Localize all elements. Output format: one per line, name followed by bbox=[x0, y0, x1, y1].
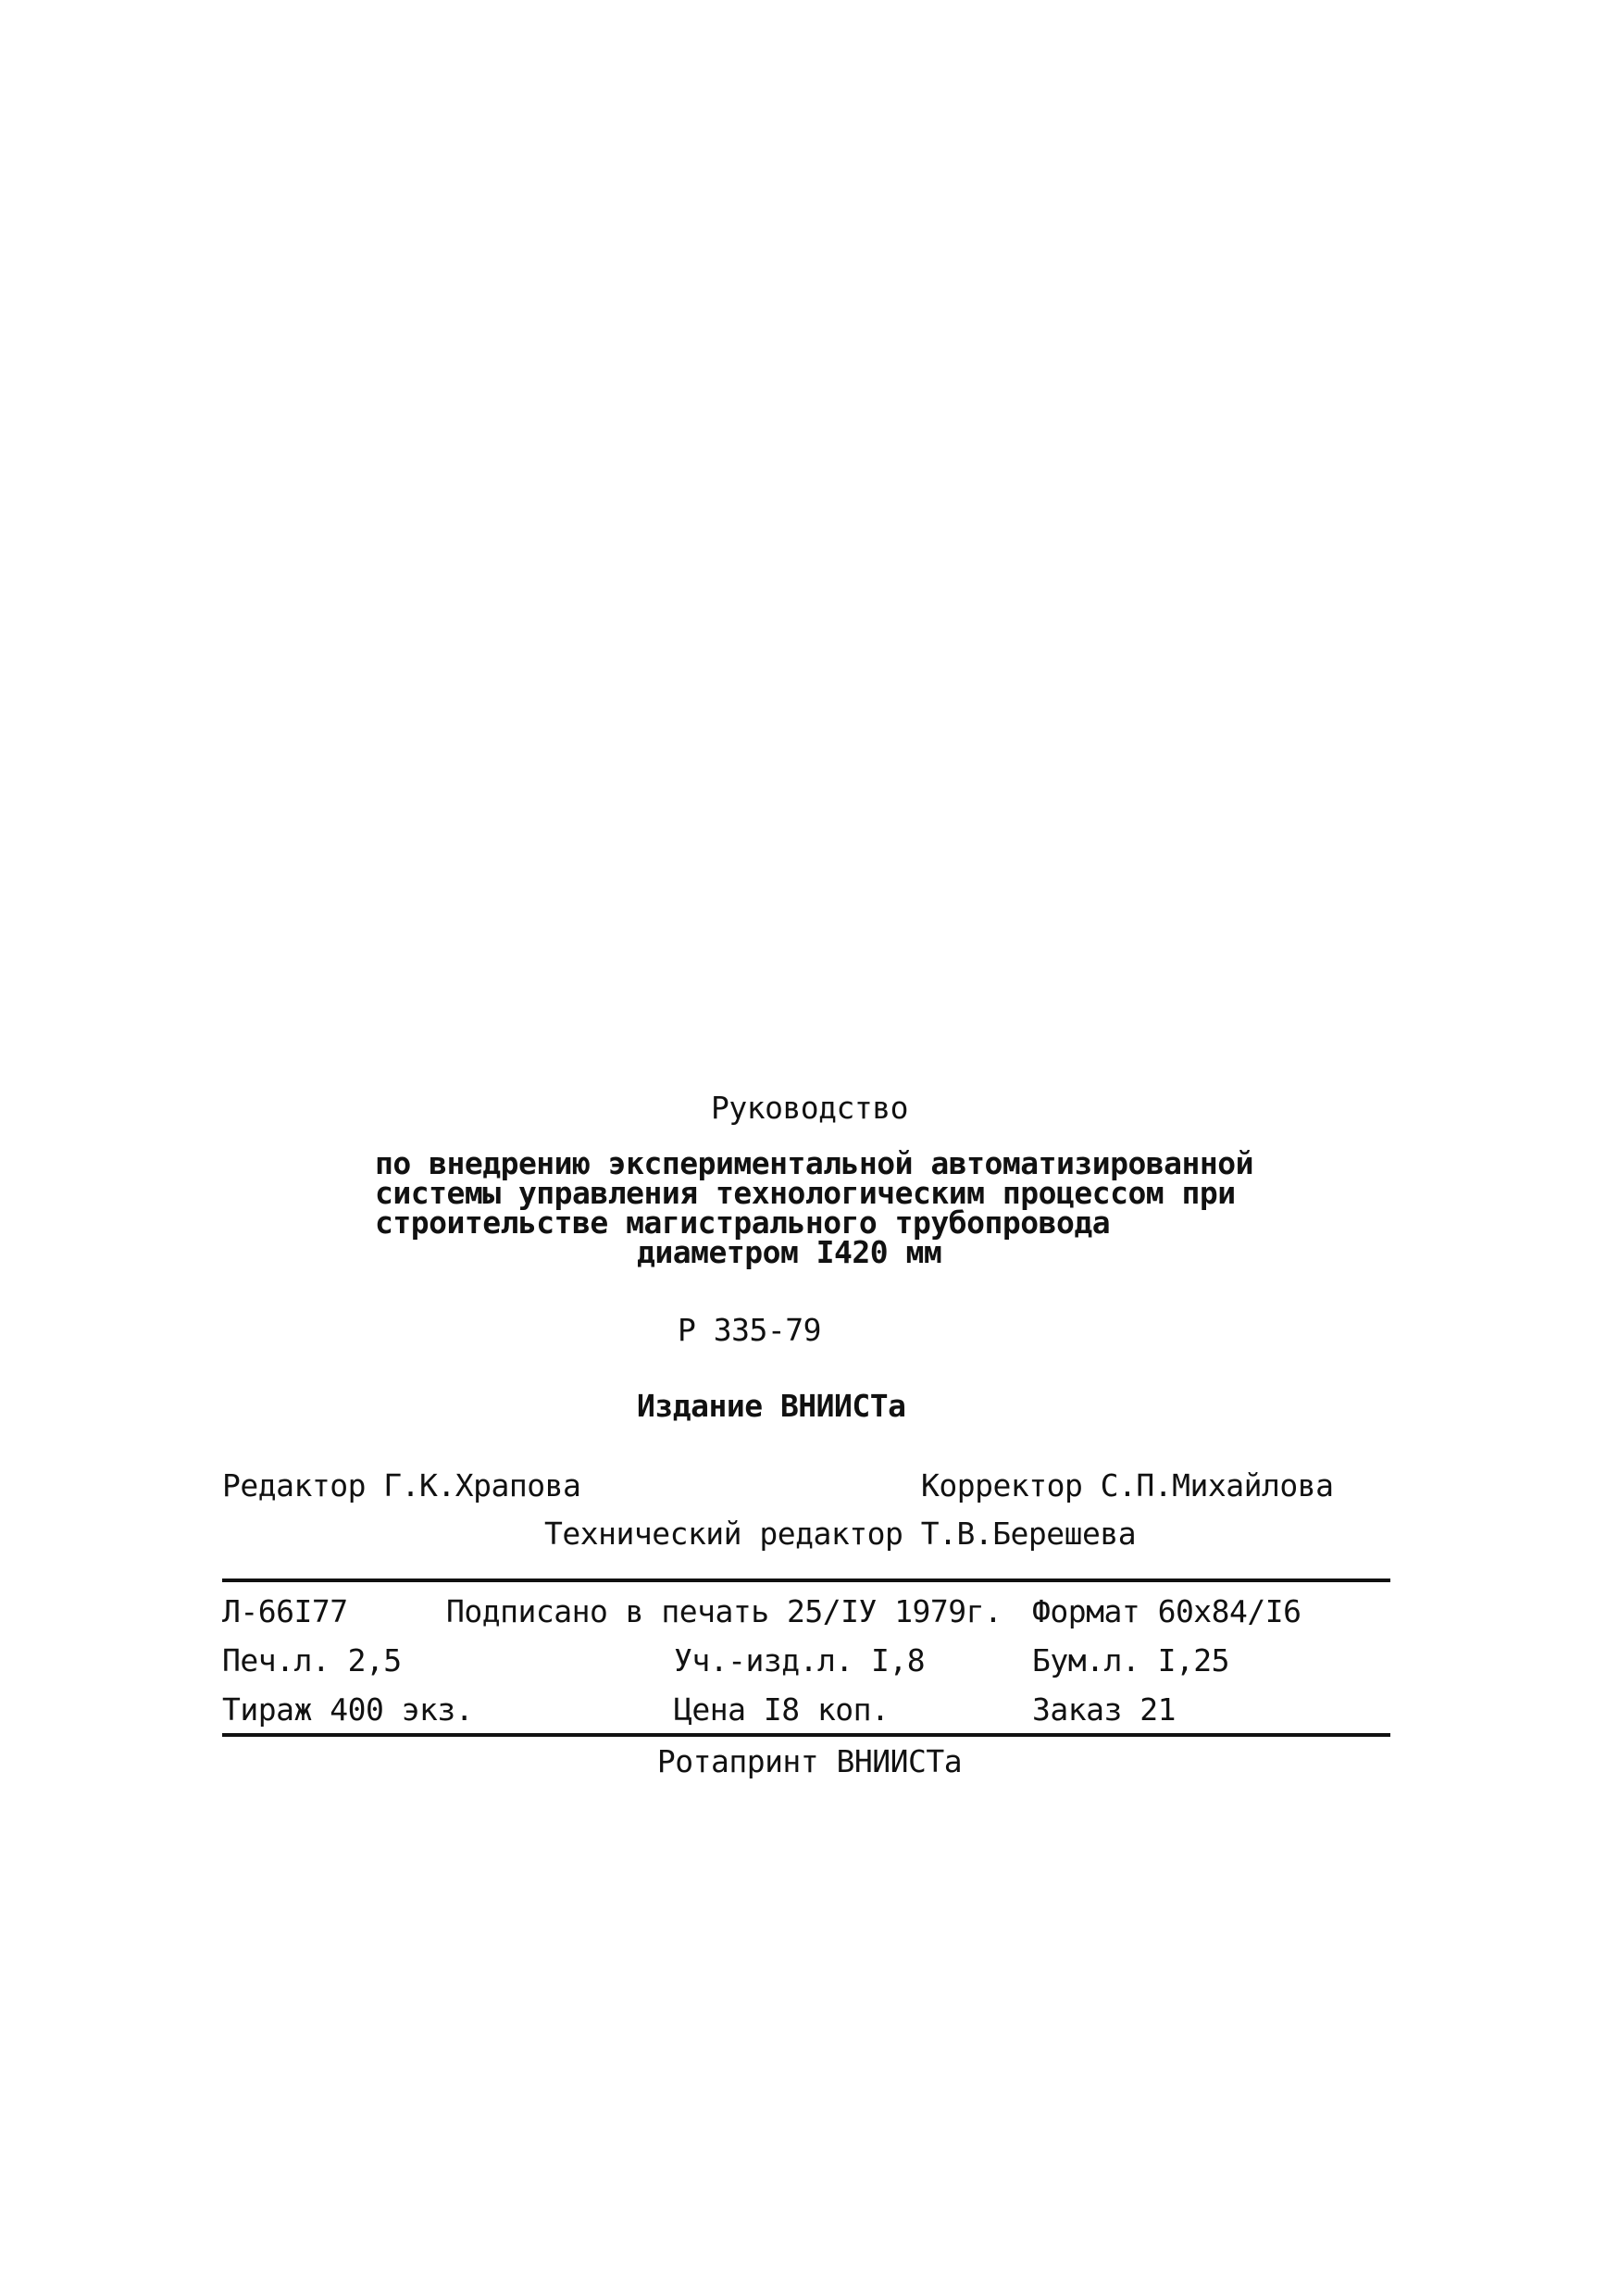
description-line-2: системы управления технологическим процессом при bbox=[375, 1175, 1236, 1211]
document-heading: Руководство bbox=[710, 1090, 909, 1126]
publisher-line: Издание ВНИИСТа bbox=[637, 1388, 906, 1424]
printer-line: Ротапринт ВНИИСТа bbox=[656, 1743, 963, 1779]
imprint-id: Л-66I77 bbox=[222, 1593, 348, 1629]
description-line-3: строительстве магистрального трубопровода bbox=[375, 1204, 1111, 1241]
corrector-credit: Корректор С.П.Михайлова bbox=[921, 1467, 1334, 1504]
tech-editor-credit: Технический редактор Т.В.Берешева bbox=[544, 1516, 1137, 1552]
imprint-price: Цена I8 коп. bbox=[674, 1691, 890, 1728]
imprint-bottom-rule bbox=[222, 1733, 1390, 1737]
document-code: Р 335-79 bbox=[678, 1312, 821, 1348]
description-line-4: диаметром I420 мм bbox=[637, 1234, 942, 1270]
imprint-order: Заказ 21 bbox=[1032, 1691, 1176, 1728]
imprint-top-rule bbox=[222, 1578, 1390, 1582]
editor-credit: Редактор Г.К.Храпова bbox=[222, 1467, 581, 1504]
description-line-1: по внедрению экспериментальной автоматизированной bbox=[375, 1145, 1254, 1181]
imprint-format: Формат 60x84/I6 bbox=[1032, 1593, 1301, 1629]
imprint-print-sheets: Печ.л. 2,5 bbox=[222, 1642, 402, 1678]
imprint-paper-sheets: Бум.л. I,25 bbox=[1032, 1642, 1230, 1678]
imprint-signed: Подписано в печать 25/IУ 1979г. bbox=[446, 1593, 1003, 1629]
imprint-pub-sheets: Уч.-изд.л. I,8 bbox=[674, 1642, 926, 1678]
imprint-run: Тираж 400 экз. bbox=[222, 1691, 474, 1728]
